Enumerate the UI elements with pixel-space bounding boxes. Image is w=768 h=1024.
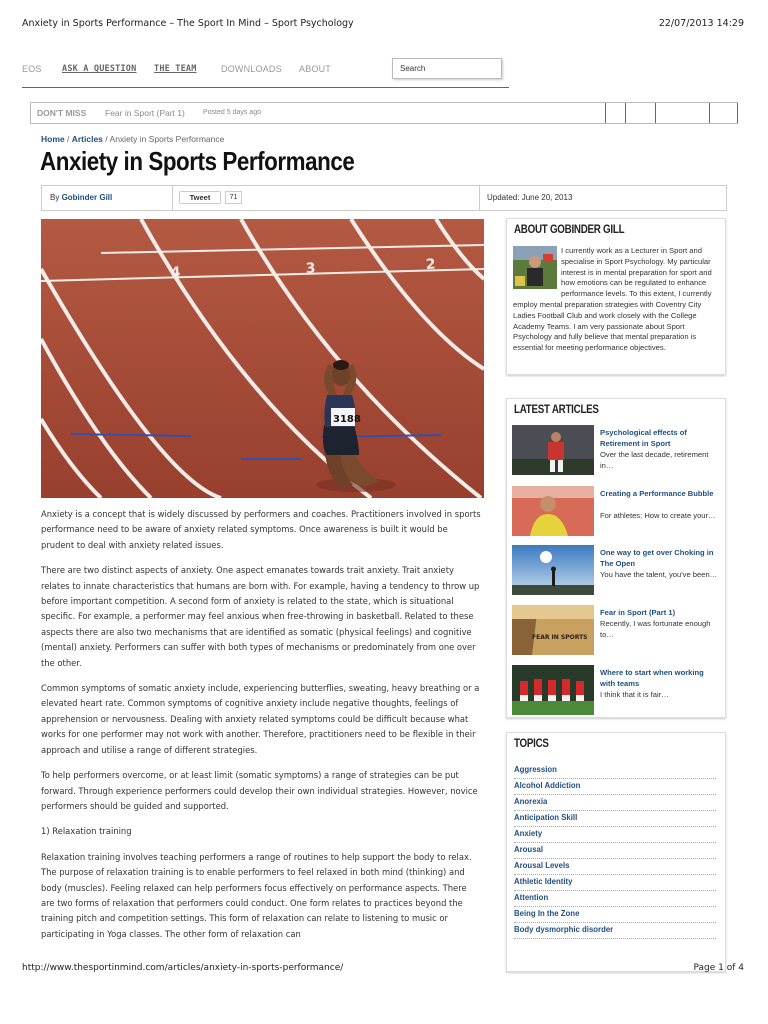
- topic-link[interactable]: Attention: [514, 891, 716, 907]
- topic-link[interactable]: Anxiety: [514, 827, 716, 843]
- dont-miss-label: DON'T MISS: [37, 108, 87, 118]
- topic-link[interactable]: Alcohol Addiction: [514, 779, 716, 795]
- dont-miss-posted: Posted 5 days ago: [203, 109, 261, 116]
- dont-miss-ticker: [30, 102, 738, 124]
- latest-article-item[interactable]: [512, 665, 722, 717]
- meta-divider: [172, 186, 173, 210]
- byline-label: By: [50, 193, 62, 202]
- byline: [50, 193, 112, 202]
- article-thumbnail[interactable]: [512, 425, 594, 475]
- about-author-bio: I currently work as a Lecturer in Sport and specialise in Sport Psychology. My particular interest is in mental preparation for sport and how emotions can be regulated to enhance performance levels. To this extent, I currently employ mental preparation strategies with Coventry City Ladies Football Club and work closely with the College Academy Teams. I am very passionate about Sport Psychology and fully believe that mental preparation is essential for meeting performance objectives.: [513, 246, 712, 353]
- topic-link[interactable]: Anorexia: [514, 795, 716, 811]
- author-link[interactable]: Gobinder Gill: [61, 193, 113, 202]
- article-meta-bar: [41, 185, 727, 211]
- print-footer: [22, 963, 744, 977]
- topics-widget: [506, 732, 726, 972]
- about-author-widget: [506, 218, 726, 375]
- latest-article-title[interactable]: Fear in Sport (Part 1): [600, 608, 676, 617]
- article-paragraph: Anxiety is a concept that is widely discussed by performers and coaches. Practitioners involved in sports performance need to be aware of anxiety related symptoms. Once awareness is built it would be prudent to deal with anxiety related issues.: [41, 509, 481, 550]
- about-author-text: [513, 246, 721, 354]
- ticker-divider: [655, 103, 656, 123]
- ticker-divider: [625, 103, 626, 123]
- page-title: Anxiety in Sports Performance: [40, 146, 355, 176]
- ticker-divider: [605, 103, 606, 123]
- breadcrumb-home[interactable]: Home: [41, 134, 65, 144]
- article-thumbnail[interactable]: [512, 665, 594, 715]
- latest-article-item[interactable]: [512, 545, 722, 597]
- breadcrumb: [41, 134, 224, 144]
- article-paragraph: To help performers overcome, or at least limit (somatic symptoms) a range of strategies can be put forward. Through experience performers could develop their own individual strategies. However, novice performers should be guided and supported.: [41, 770, 478, 811]
- article-thumbnail[interactable]: [512, 605, 594, 655]
- print-header: [22, 18, 744, 32]
- topic-link[interactable]: Being In the Zone: [514, 907, 716, 923]
- latest-article-excerpt: I think that it is fair…: [600, 690, 669, 699]
- latest-article-item[interactable]: [512, 486, 722, 538]
- bib-number: 3188: [333, 414, 361, 425]
- topic-link[interactable]: Athletic Identity: [514, 875, 716, 891]
- print-page-title: Anxiety in Sports Performance – The Sport In Mind – Sport Psychology: [22, 18, 354, 29]
- svg-text:4: 4: [170, 264, 181, 281]
- print-page-number: Page 1 of 4: [693, 963, 744, 973]
- breadcrumb-current: Anxiety in Sports Performance: [109, 134, 225, 144]
- article-paragraph: Relaxation training involves teaching performers a range of routines to help support the body to relax. The purpose of relaxation training is to enable performers to feel relaxed in both mind (thinking) and body (muscles). Feeling relaxed can help performers focus effectively on performance aspects. There are two forms of relaxation that performers could conduct. One form relates to practices beyond the training pitch and competition settings. This form of relaxation can relate to listening to music or participating in Yoga classes. The other form of relaxation can: [41, 851, 472, 939]
- print-url: http://www.thesportinmind.com/articles/anxiety-in-sports-performance/: [22, 963, 344, 973]
- latest-articles-title: LATEST ARTICLES: [514, 404, 599, 416]
- article-paragraph: Common symptoms of somatic anxiety include, experiencing butterflies, sweating, heavy breathing or a elevated heart rate. Common symptoms of cognitive anxiety include negative thoughts, feelings of apprehension or nervousness. Dealing with anxiety related symptoms could be difficult because what works for one performer may not work with another. Therefore, practitioners need to be flexible in their approach and utilise a range of different strategies.: [41, 683, 480, 755]
- running-track-illustration: [41, 219, 484, 498]
- latest-article-title[interactable]: Psychological effects of Retirement in Sport: [600, 428, 687, 448]
- ticker-divider: [737, 103, 738, 123]
- svg-text:2: 2: [425, 256, 436, 273]
- tweet-button[interactable]: Tweet: [179, 191, 221, 204]
- latest-article-excerpt: Recently, I was fortunate enough to…: [600, 619, 711, 639]
- about-author-title: ABOUT GOBINDER GILL: [514, 224, 625, 236]
- latest-article-excerpt: Over the last decade, retirement in…: [600, 450, 709, 470]
- breadcrumb-articles[interactable]: Articles: [71, 134, 103, 144]
- topic-link[interactable]: Aggression: [514, 763, 716, 779]
- latest-article-excerpt: You have the talent, you've been…: [600, 570, 718, 579]
- ticker-divider: [709, 103, 710, 123]
- svg-text:3: 3: [305, 260, 316, 277]
- print-datetime: 22/07/2013 14:29: [658, 18, 744, 29]
- hero-image: [41, 219, 484, 498]
- topic-link[interactable]: Arousal Levels: [514, 859, 716, 875]
- breadcrumb-separator: /: [102, 134, 110, 144]
- meta-divider: [479, 186, 480, 210]
- article-thumbnail[interactable]: [512, 545, 594, 595]
- breadcrumb-separator: /: [64, 134, 72, 144]
- topic-link[interactable]: Anticipation Skill: [514, 811, 716, 827]
- tweet-count: 71: [225, 191, 242, 204]
- updated-date: Updated: June 20, 2013: [487, 193, 573, 202]
- nav-item-downloads[interactable]: DOWNLOADS: [221, 64, 282, 74]
- article-thumbnail[interactable]: [512, 486, 594, 536]
- latest-article-item[interactable]: [512, 425, 722, 477]
- dont-miss-link[interactable]: Fear in Sport (Part 1): [105, 108, 185, 118]
- nav-item-ask-a-question[interactable]: ASK A QUESTION: [62, 64, 137, 74]
- topic-link[interactable]: Body dysmorphic disorder: [514, 923, 716, 939]
- latest-article-title[interactable]: Where to start when working with teams: [600, 668, 704, 688]
- topic-link[interactable]: Arousal: [514, 843, 716, 859]
- nav-item-the-team[interactable]: THE TEAM: [154, 64, 197, 74]
- latest-article-excerpt: For athletes: How to create your…: [600, 511, 716, 520]
- latest-article-title[interactable]: Creating a Performance Bubble: [600, 489, 714, 498]
- latest-article-title[interactable]: One way to get over Choking in The Open: [600, 548, 714, 568]
- nav-item-about[interactable]: ABOUT: [299, 64, 332, 74]
- article-paragraph: There are two distinct aspects of anxiety. One aspect emanates towards trait anxiety. Trait anxiety relates to innate characteristics that humans are born with. For example, having a tendency to throw up before important competition. A second form of anxiety is related to the state, which is situational specific. For example, a performer may feel anxious when free-throwing in basketball. Related to these aspects there are also two mechanisms that are identified as somatic (physical feelings) and cognitive (mental) anxiety. Performers can suffer with both types of mechanisms or predominately from one over the other.: [41, 565, 480, 668]
- topics-title: TOPICS: [514, 738, 549, 750]
- article-body: [41, 507, 481, 952]
- nav-item-videos[interactable]: EOS: [22, 64, 42, 74]
- article-subheading: 1) Relaxation training: [41, 826, 132, 837]
- search-input[interactable]: Search: [392, 58, 502, 79]
- latest-articles-widget: [506, 398, 726, 718]
- thumbnail-caption: FEAR IN SPORTS: [532, 634, 588, 641]
- latest-article-item[interactable]: [512, 605, 722, 657]
